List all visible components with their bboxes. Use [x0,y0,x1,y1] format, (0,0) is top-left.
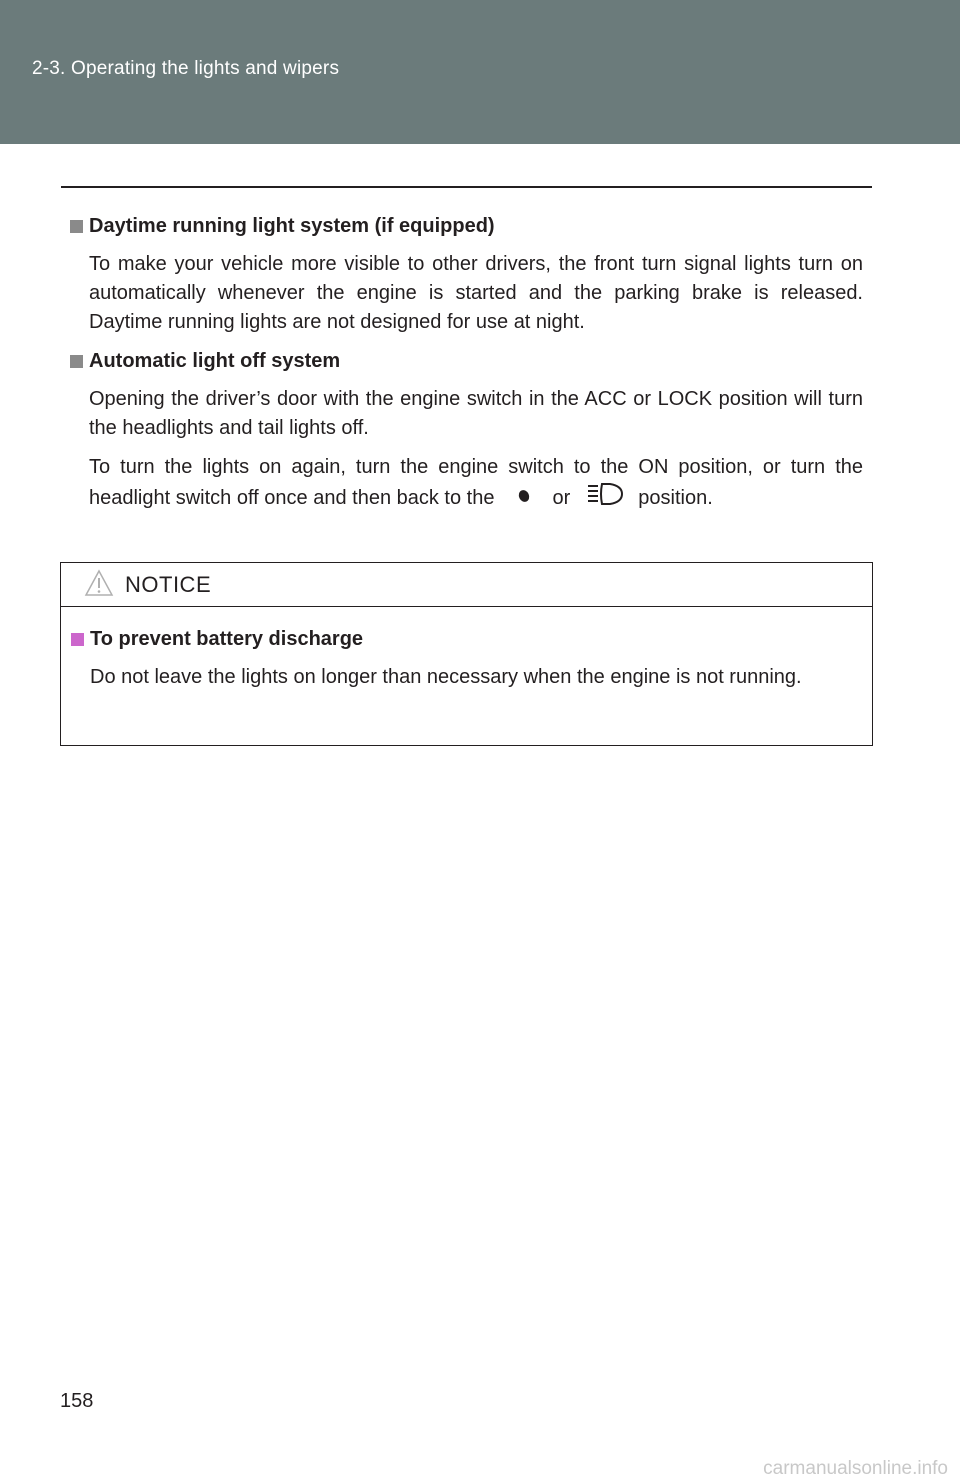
heading-text: Automatic light off system [89,350,341,372]
notice-paragraph: Do not leave the lights on longer than necessary when the engine is not running. [90,666,802,688]
notice-title: NOTICE [125,572,212,597]
header-band [0,0,960,144]
daytime-running-light-paragraph: To make your vehicle more visible to other drivers, the front turn signal lights turn on automatically whenever the engine is started and the parking brake is released. Daytime running lights are not designed for use at night. [89,253,863,333]
bullet-square-icon [71,633,84,646]
notice-box [60,562,873,746]
bullet-square-icon [70,355,83,368]
heading-text: To prevent battery discharge [90,628,364,650]
lights-on-again-paragraph [89,453,863,515]
notice-heading [71,625,858,653]
paragraph-text: position. [638,486,713,509]
automatic-light-off-heading [70,347,863,375]
main-content [70,212,863,515]
bullet-square-icon [70,220,83,233]
section-title: 2-3. Operating the lights and wipers [32,58,340,79]
automatic-light-off-paragraph: Opening the driver’s door with the engine switch in the ACC or LOCK position will turn the headlights and tail lights off. [89,388,863,439]
page-number: 158 [60,1390,94,1412]
tail-light-icon [510,483,538,514]
divider [61,186,872,188]
heading-text: Daytime running light system (if equipped) [89,215,495,237]
watermark: carmanualsonline.info [763,1458,948,1479]
headlight-icon [586,482,624,515]
warning-triangle-icon [84,569,114,602]
notice-header [61,563,872,607]
notice-body [61,607,872,692]
paragraph-text: or [552,486,571,509]
paragraph-text: To turn the lights on again, turn the engine switch to the ON position, or turn the headlight switch off once and then back to the [89,456,863,509]
daytime-running-light-heading [70,212,863,240]
